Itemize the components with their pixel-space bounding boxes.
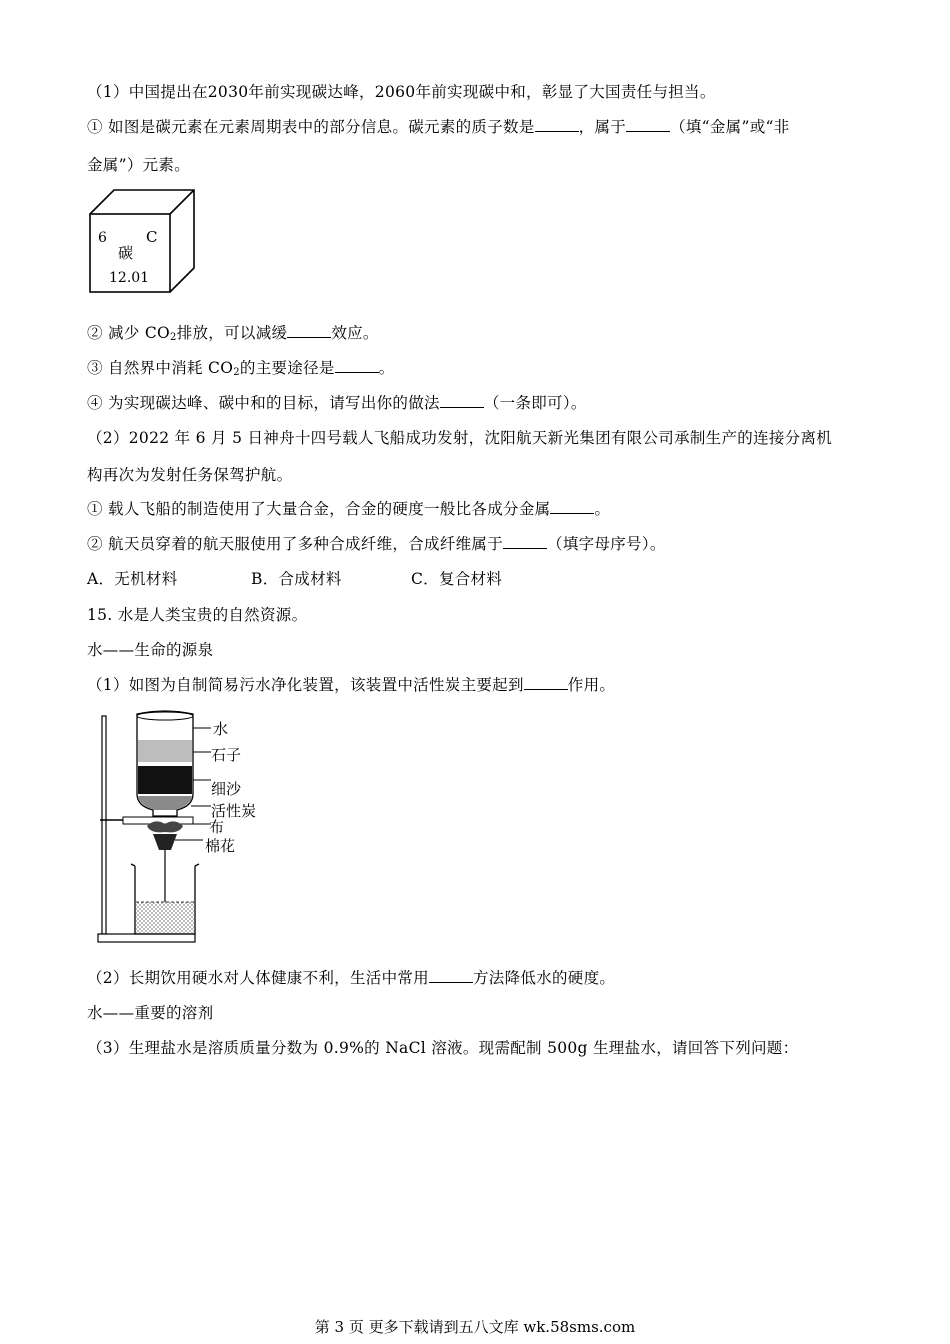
answer-blank[interactable] [440, 393, 484, 408]
options-row [87, 569, 502, 589]
answer-blank[interactable] [535, 117, 579, 132]
q15-title: 15. 水是人类宝贵的自然资源。 [87, 606, 308, 624]
q14-2-1-line [87, 499, 610, 519]
text: 排放，可以减缓 [176, 324, 288, 342]
q14-1-1-line [87, 117, 790, 137]
text: ② 航天员穿着的航天服使用了多种合成纤维，合成纤维属于 [87, 535, 504, 553]
text: （一条即可）。 [483, 394, 587, 412]
text: ，属于 [578, 118, 627, 136]
text: 效应。 [331, 324, 379, 342]
text: 的主要途径是 [239, 359, 335, 377]
answer-blank[interactable] [503, 534, 547, 549]
q14-part1-intro: （1）中国提出在2030年前实现碳达峰，2060年前实现碳中和，彰显了大国责任与担当。 [87, 83, 716, 101]
q14-1-4-line [87, 393, 587, 413]
atomic-mass: 12.01 [109, 270, 150, 286]
filtered-water [136, 902, 194, 933]
subscript: 2 [170, 332, 177, 343]
element-name: 碳 [118, 244, 134, 262]
option-a[interactable]: A．无机材料 [87, 570, 178, 588]
stand-base [98, 934, 195, 942]
text: （填字母序号）。 [547, 535, 666, 553]
water-filter-diagram [95, 708, 270, 948]
text: （1）如图为自制简易污水净化装置，该装置中活性炭主要起到 [87, 676, 524, 694]
answer-blank[interactable] [626, 117, 670, 132]
answer-blank[interactable] [287, 323, 331, 338]
text: ④ 为实现碳达峰、碳中和的目标，请写出你的做法 [87, 394, 440, 412]
section-heading-2: 水——重要的溶剂 [87, 1004, 214, 1022]
answer-blank[interactable] [429, 968, 473, 983]
option-c[interactable]: C．复合材料 [411, 570, 503, 588]
q15-3-line: （3）生理盐水是溶质质量分数为 0.9%的 NaCl 溶液。现需配制 500g 生理盐水，请回答下列问题： [87, 1039, 799, 1057]
text: ① 载人飞船的制造使用了大量合金，合金的硬度一般比各成分金属 [87, 500, 551, 518]
stone-layer [138, 740, 192, 762]
q15-2-line [87, 968, 615, 988]
label-cloth: 布 [209, 818, 225, 836]
answer-blank[interactable] [550, 499, 594, 514]
text: ③ 自然界中消耗 CO [87, 359, 234, 377]
stand-rod [102, 716, 106, 934]
section-heading-1: 水——生命的源泉 [87, 641, 214, 659]
q14-part2-intro-cont: 构再次为发射任务保驾护航。 [87, 466, 293, 484]
label-cotton: 棉花 [205, 837, 236, 855]
text: ① 如图是碳元素在元素周期表中的部分信息。碳元素的质子数是 [87, 118, 535, 136]
text: 作用。 [567, 676, 616, 694]
text: （填“金属”或“非 [670, 118, 790, 136]
subscript: 2 [233, 367, 240, 378]
text: 方法降低水的硬度。 [472, 969, 616, 987]
text: ② 减少 CO [87, 324, 171, 342]
page-footer: 第 3 页 更多下载请到五八文库 wk.58sms.com [314, 1318, 636, 1336]
text: 。 [594, 500, 611, 518]
answer-blank[interactable] [524, 675, 568, 690]
q14-1-1-line-cont: 金属”）元素。 [87, 156, 191, 174]
atomic-number: 6 [98, 230, 107, 246]
option-b[interactable]: B．合成材料 [251, 570, 342, 588]
carbon-element-card [88, 186, 198, 296]
q14-2-2-line [87, 534, 666, 554]
q14-1-2-line [87, 323, 379, 348]
element-symbol: C [146, 228, 158, 246]
text: 。 [378, 359, 395, 377]
sand-layer [138, 766, 192, 794]
q15-1-line [87, 675, 615, 695]
q14-1-3-line [87, 358, 395, 383]
label-activated-carbon: 活性炭 [211, 802, 257, 820]
q14-part2-intro: （2）2022 年 6 月 5 日神舟十四号载人飞船成功发射，沈阳航天新光集团有限公司承制生产的连接分离机 [87, 429, 833, 447]
answer-blank[interactable] [335, 358, 379, 373]
label-sand: 细沙 [211, 780, 242, 798]
label-water: 水 [213, 720, 229, 738]
label-stone: 石子 [211, 746, 242, 764]
text: （2）长期饮用硬水对人体健康不利，生活中常用 [87, 969, 429, 987]
cotton [153, 834, 177, 850]
